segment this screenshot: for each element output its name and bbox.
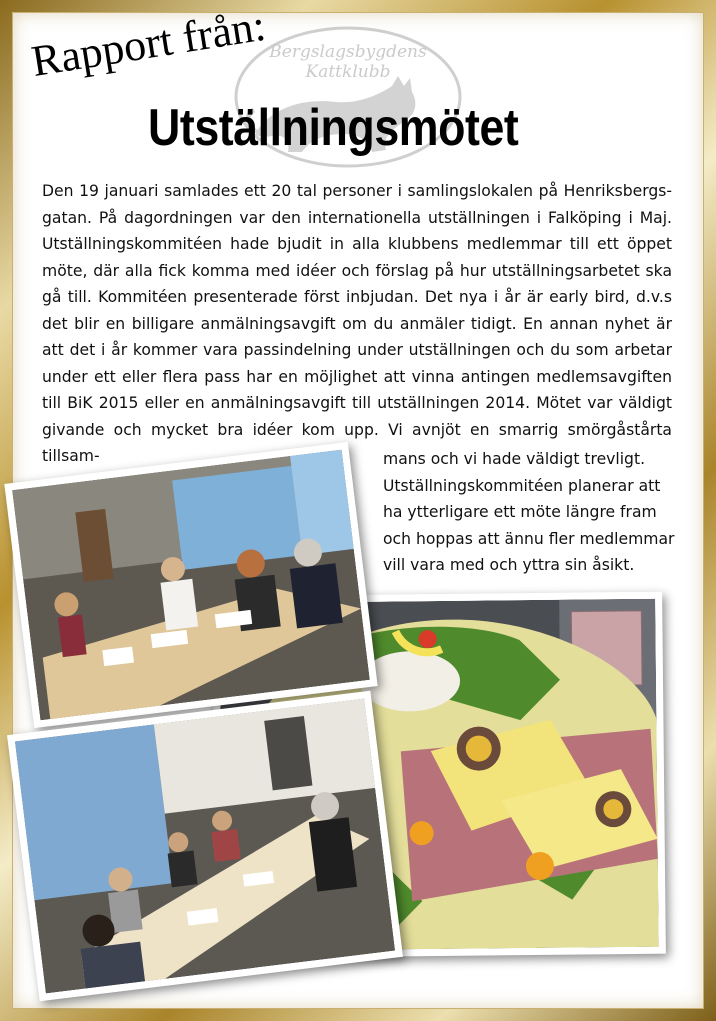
article-side-text: mans och vi hade väldigt trevligt. Utställningskommitéen planerar att ha ytterligare ett möte längre fram och hoppas att ännu fler medlemmar vill vara med och yttra sin åsikt.: [383, 450, 675, 574]
photo-meeting-2: [7, 691, 403, 1002]
meeting-image-1: [12, 450, 370, 721]
title-report-from: Rapport från:: [28, 0, 269, 87]
page-title: Utställningsmötet: [148, 99, 519, 157]
meeting-image-2: [15, 698, 395, 993]
article-main-text: Den 19 januari samlades ett 20 tal personer i samlingslokalen på Henriksbergs-gatan. På dagordningen var den internationella utställningen i Falköping i Maj. Utställningskommitéen hade bjudit in alla klubbens medlemmar till ett öppet möte, där alla fick komma med idéer och förslag på hur utställningsarbetet ska gå till. Kommitéen presenterade först inbjudan. Det nya i år är early bird, d.v.s det blir en billigare anmälningsavgift om du anmäler tidigt. En annan nyhet är att det i år kommer vara passindelning under utställningen och du som arbetar under ett eller flera pass har en möjlighet att vinna antingen medlemsavgiften till BiK 2015 eller en anmälningsavgift till utställningen 2014. Mötet var väldigt givande och mycket bra idéer kom upp. Vi avnjöt en smarrig smörgåstårta tillsam-: [42, 182, 672, 465]
photo-meeting-1: [4, 442, 377, 728]
logo-text: Bergslagsbygdens Kattklubb: [269, 42, 427, 82]
